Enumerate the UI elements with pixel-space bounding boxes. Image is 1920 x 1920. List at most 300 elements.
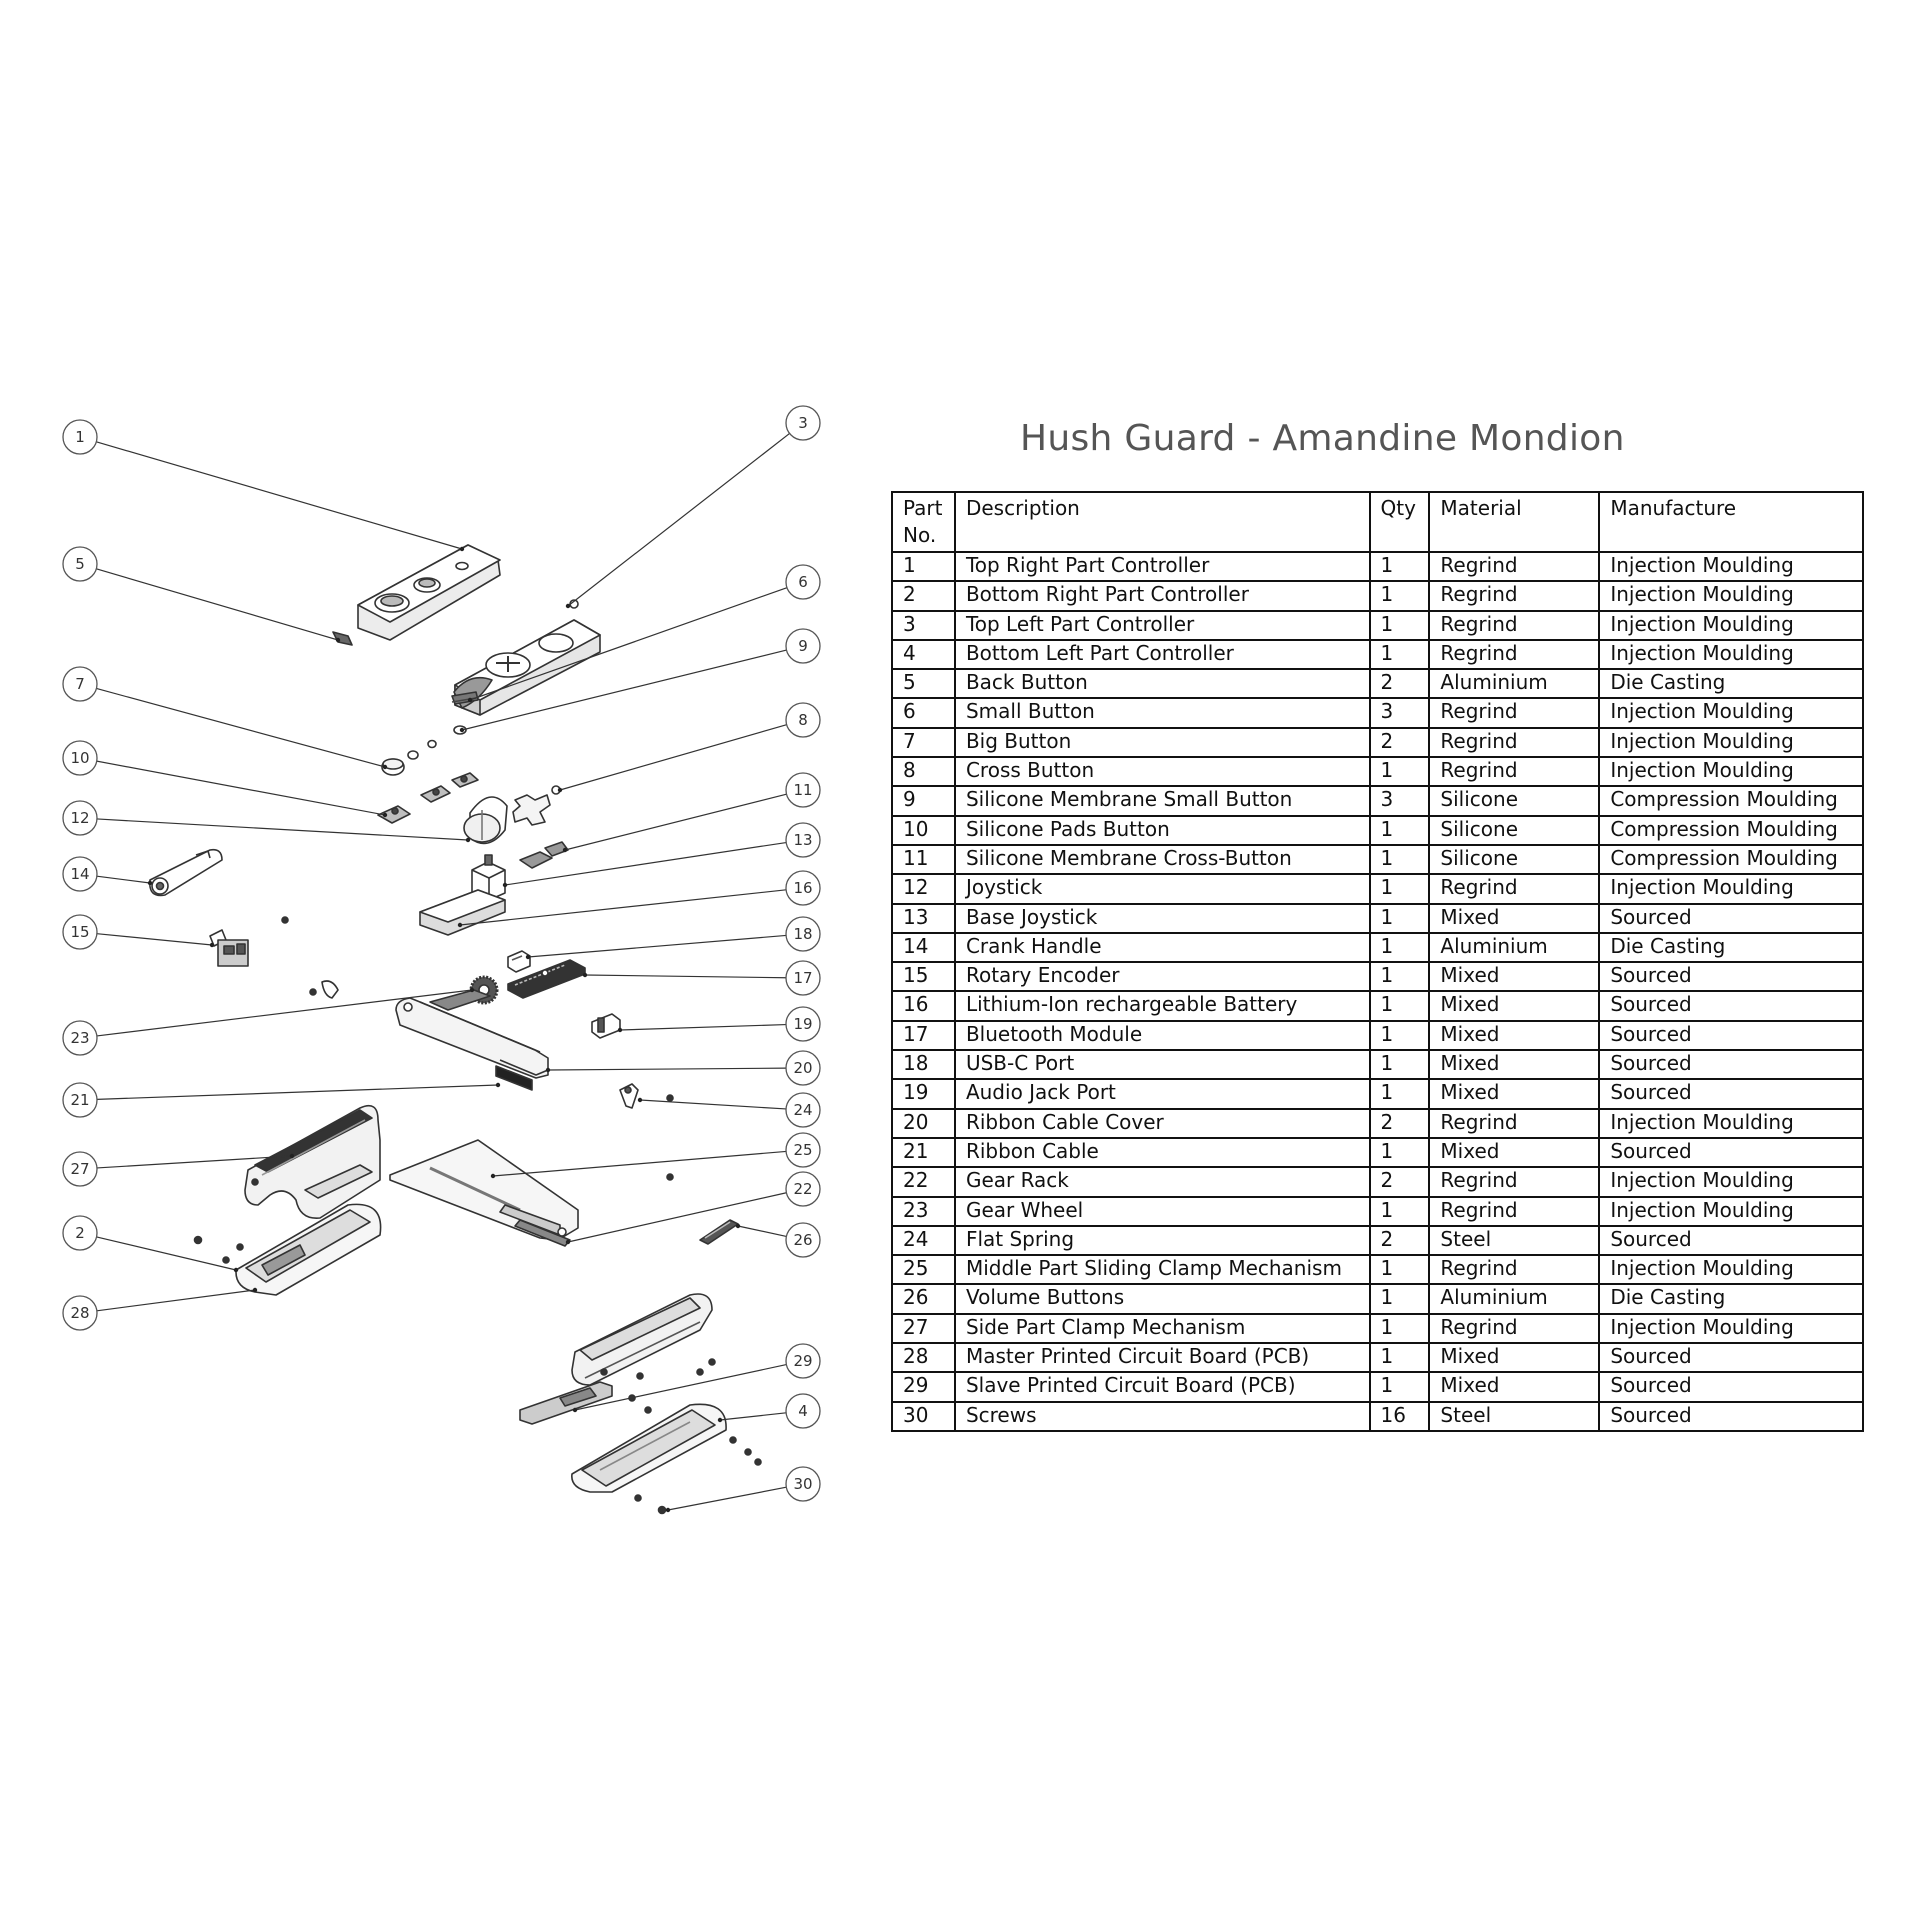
- cell-description: Lithium-Ion rechargeable Battery: [955, 991, 1370, 1020]
- cell-manufacture: Sourced: [1599, 1226, 1863, 1255]
- callout-19: [786, 1007, 820, 1041]
- callout-label: 4: [798, 1402, 808, 1420]
- callout-7: [63, 667, 97, 701]
- cell-material: Regrind: [1429, 757, 1599, 786]
- leader-arrow-2: [234, 1268, 238, 1272]
- cell-material: Regrind: [1429, 611, 1599, 640]
- callout-label: 7: [75, 675, 85, 693]
- table-row: [892, 698, 1863, 727]
- part-crank-handle: [150, 850, 222, 896]
- header-description: Description: [955, 492, 1370, 552]
- callout-9: [786, 629, 820, 663]
- cell-part-no: 3: [892, 611, 955, 640]
- cell-material: Regrind: [1429, 1167, 1599, 1196]
- leader-arrow-8: [558, 788, 562, 792]
- cell-material: Regrind: [1429, 698, 1599, 727]
- cell-material: Regrind: [1429, 1109, 1599, 1138]
- callout-label: 27: [70, 1160, 90, 1178]
- leader-arrow-28: [253, 1288, 257, 1292]
- callout-label: 18: [793, 925, 813, 943]
- leader-line-17: [585, 975, 786, 978]
- cell-material: Steel: [1429, 1226, 1599, 1255]
- callout-30: [786, 1467, 820, 1501]
- cell-manufacture: Sourced: [1599, 1138, 1863, 1167]
- table-row: [892, 611, 1863, 640]
- callout-label: 25: [793, 1141, 813, 1159]
- cell-description: Master Printed Circuit Board (PCB): [955, 1343, 1370, 1372]
- cell-manufacture: Sourced: [1599, 991, 1863, 1020]
- cell-part-no: 26: [892, 1284, 955, 1313]
- callout-label: 10: [70, 749, 90, 767]
- leader-line-14: [97, 876, 150, 883]
- cell-part-no: 23: [892, 1197, 955, 1226]
- callout-11: [786, 773, 820, 807]
- cell-material: Aluminium: [1429, 933, 1599, 962]
- cell-qty: 1: [1370, 1021, 1430, 1050]
- cell-material: Silicone: [1429, 845, 1599, 874]
- cell-manufacture: Sourced: [1599, 904, 1863, 933]
- leader-line-26: [738, 1226, 786, 1236]
- leader-arrow-9: [460, 728, 464, 732]
- cell-manufacture: Injection Moulding: [1599, 1109, 1863, 1138]
- cell-qty: 1: [1370, 757, 1430, 786]
- cell-material: Silicone: [1429, 786, 1599, 815]
- cell-description: Bottom Right Part Controller: [955, 581, 1370, 610]
- callout-15: [63, 915, 97, 949]
- cell-material: Regrind: [1429, 874, 1599, 903]
- callout-label: 28: [70, 1304, 90, 1322]
- cell-part-no: 6: [892, 698, 955, 727]
- cell-manufacture: Injection Moulding: [1599, 1255, 1863, 1284]
- cell-description: USB-C Port: [955, 1050, 1370, 1079]
- callout-label: 17: [793, 969, 813, 987]
- cell-manufacture: Die Casting: [1599, 1284, 1863, 1313]
- leader-line-16: [460, 890, 786, 925]
- leader-line-4: [720, 1413, 786, 1420]
- callout-label: 23: [70, 1029, 90, 1047]
- callout-label: 2: [75, 1224, 85, 1242]
- cell-manufacture: Compression Moulding: [1599, 845, 1863, 874]
- leader-line-12: [97, 819, 468, 840]
- cell-description: Bluetooth Module: [955, 1021, 1370, 1050]
- cell-description: Silicone Membrane Cross-Button: [955, 845, 1370, 874]
- leader-line-5: [96, 569, 338, 640]
- cell-material: Regrind: [1429, 728, 1599, 757]
- callout-label: 30: [793, 1475, 813, 1493]
- cell-qty: 1: [1370, 1372, 1430, 1401]
- callout-label: 16: [793, 879, 813, 897]
- cell-material: Mixed: [1429, 991, 1599, 1020]
- cell-material: Silicone: [1429, 816, 1599, 845]
- table-row: [892, 904, 1863, 933]
- header-material: Material: [1429, 492, 1599, 552]
- table-row: [892, 1167, 1863, 1196]
- callout-22: [786, 1172, 820, 1206]
- callout-label: 5: [75, 555, 85, 573]
- leader-arrow-30: [666, 1508, 670, 1512]
- part-rotary-encoder: [210, 917, 288, 966]
- callout-28: [63, 1296, 97, 1330]
- leader-arrow-1: [460, 547, 464, 551]
- cell-manufacture: Die Casting: [1599, 933, 1863, 962]
- cell-qty: 1: [1370, 640, 1430, 669]
- cell-part-no: 28: [892, 1343, 955, 1372]
- cell-manufacture: Injection Moulding: [1599, 611, 1863, 640]
- cell-manufacture: Sourced: [1599, 1402, 1863, 1431]
- leader-line-11: [565, 794, 787, 850]
- cell-qty: 1: [1370, 1138, 1430, 1167]
- leader-line-28: [97, 1290, 255, 1311]
- leader-line-8: [560, 725, 787, 790]
- cell-material: Aluminium: [1429, 669, 1599, 698]
- cell-part-no: 24: [892, 1226, 955, 1255]
- cell-qty: 3: [1370, 698, 1430, 727]
- cell-part-no: 9: [892, 786, 955, 815]
- cell-description: Base Joystick: [955, 904, 1370, 933]
- leader-line-25: [493, 1151, 786, 1176]
- callout-18: [786, 917, 820, 951]
- callout-label: 26: [793, 1231, 813, 1249]
- leader-arrow-3: [566, 604, 570, 608]
- cell-qty: 1: [1370, 1255, 1430, 1284]
- cell-part-no: 19: [892, 1079, 955, 1108]
- leader-line-3: [568, 433, 790, 606]
- leader-arrow-16: [458, 923, 462, 927]
- leader-arrow-12: [466, 838, 470, 842]
- cell-qty: 1: [1370, 1197, 1430, 1226]
- callout-20: [786, 1051, 820, 1085]
- cell-manufacture: Sourced: [1599, 1343, 1863, 1372]
- callout-1: [63, 420, 97, 454]
- page-title: Hush Guard - Amandine Mondion: [1020, 418, 1625, 459]
- table-row: [892, 1284, 1863, 1313]
- leader-arrow-23: [470, 988, 474, 992]
- cell-manufacture: Injection Moulding: [1599, 581, 1863, 610]
- cell-part-no: 5: [892, 669, 955, 698]
- part-volume-buttons: [700, 1220, 738, 1244]
- header-part-no: Part No.: [892, 492, 955, 552]
- cell-description: Silicone Pads Button: [955, 816, 1370, 845]
- part-bottom-left-controller: [572, 1404, 761, 1492]
- part-silicone-pads: [378, 773, 478, 823]
- table-row: [892, 1343, 1863, 1372]
- callout-label: 13: [793, 831, 813, 849]
- cell-qty: 1: [1370, 1050, 1430, 1079]
- cell-manufacture: Sourced: [1599, 1372, 1863, 1401]
- table-row: [892, 1109, 1863, 1138]
- table-row: [892, 1050, 1863, 1079]
- leader-arrow-24: [638, 1098, 642, 1102]
- leader-arrow-14: [148, 881, 152, 885]
- part-silicone-membrane-cross: [520, 842, 568, 868]
- cell-material: Mixed: [1429, 1021, 1599, 1050]
- table-row: [892, 1255, 1863, 1284]
- callout-16: [786, 871, 820, 905]
- cell-qty: 2: [1370, 728, 1430, 757]
- cell-material: Mixed: [1429, 1343, 1599, 1372]
- cell-part-no: 12: [892, 874, 955, 903]
- callout-label: 8: [798, 711, 808, 729]
- callout-8: [786, 703, 820, 737]
- cell-part-no: 1: [892, 552, 955, 581]
- cell-qty: 1: [1370, 904, 1430, 933]
- part-big-button: [382, 741, 436, 776]
- table-row: [892, 962, 1863, 991]
- cell-description: Cross Button: [955, 757, 1370, 786]
- table-row: [892, 552, 1863, 581]
- callout-6: [786, 565, 820, 599]
- cell-qty: 1: [1370, 845, 1430, 874]
- cell-part-no: 30: [892, 1402, 955, 1431]
- table-header-row: [892, 492, 1863, 552]
- table-row: [892, 1197, 1863, 1226]
- cell-qty: 1: [1370, 581, 1430, 610]
- cell-part-no: 10: [892, 816, 955, 845]
- callout-label: 9: [798, 637, 808, 655]
- callout-14: [63, 857, 97, 891]
- cell-qty: 1: [1370, 816, 1430, 845]
- cell-description: Top Right Part Controller: [955, 552, 1370, 581]
- cell-manufacture: Injection Moulding: [1599, 1197, 1863, 1226]
- cell-description: Audio Jack Port: [955, 1079, 1370, 1108]
- leader-arrow-29: [573, 1408, 577, 1412]
- callout-label: 6: [798, 573, 808, 591]
- cell-description: Ribbon Cable Cover: [955, 1109, 1370, 1138]
- header-qty: Qty: [1370, 492, 1430, 552]
- cell-material: Mixed: [1429, 962, 1599, 991]
- callout-label: 15: [70, 923, 90, 941]
- table-row: [892, 786, 1863, 815]
- part-battery: [420, 890, 505, 935]
- cell-qty: 1: [1370, 552, 1430, 581]
- callout-label: 22: [793, 1180, 813, 1198]
- table-row: [892, 757, 1863, 786]
- leader-arrow-10: [383, 813, 387, 817]
- callout-label: 11: [793, 781, 813, 799]
- cell-description: Big Button: [955, 728, 1370, 757]
- table-row: [892, 874, 1863, 903]
- cell-qty: 1: [1370, 991, 1430, 1020]
- leader-arrow-17: [583, 973, 587, 977]
- part-side-clamp-left: [572, 1294, 712, 1385]
- cell-part-no: 14: [892, 933, 955, 962]
- leader-line-10: [97, 761, 385, 815]
- cell-description: Slave Printed Circuit Board (PCB): [955, 1372, 1370, 1401]
- leader-line-15: [97, 934, 212, 945]
- part-top-right-controller: [358, 545, 500, 640]
- cell-manufacture: Sourced: [1599, 1021, 1863, 1050]
- cell-description: Rotary Encoder: [955, 962, 1370, 991]
- leader-line-22: [568, 1193, 786, 1242]
- leader-arrow-25: [491, 1174, 495, 1178]
- callout-25: [786, 1133, 820, 1167]
- leader-arrow-7: [383, 765, 387, 769]
- part-audio-jack-port: [592, 1014, 620, 1038]
- callout-label: 19: [793, 1015, 813, 1033]
- cell-manufacture: Sourced: [1599, 962, 1863, 991]
- leader-arrow-15: [210, 943, 214, 947]
- callout-27: [63, 1152, 97, 1186]
- cell-part-no: 22: [892, 1167, 955, 1196]
- part-usb-c-port: [508, 951, 530, 972]
- callout-2: [63, 1216, 97, 1250]
- part-screws: [635, 1495, 666, 1514]
- cell-material: Regrind: [1429, 1197, 1599, 1226]
- cell-part-no: 17: [892, 1021, 955, 1050]
- callout-4: [786, 1394, 820, 1428]
- cell-description: Small Button: [955, 698, 1370, 727]
- table-row: [892, 1314, 1863, 1343]
- cell-material: Regrind: [1429, 1255, 1599, 1284]
- leader-arrow-22: [566, 1240, 570, 1244]
- cell-part-no: 2: [892, 581, 955, 610]
- part-back-button: [333, 632, 352, 645]
- leader-line-7: [96, 688, 385, 767]
- leader-line-24: [640, 1100, 786, 1109]
- cell-manufacture: Injection Moulding: [1599, 1314, 1863, 1343]
- cell-qty: 2: [1370, 669, 1430, 698]
- table-row: [892, 1021, 1863, 1050]
- cell-part-no: 7: [892, 728, 955, 757]
- cell-manufacture: Injection Moulding: [1599, 757, 1863, 786]
- cell-material: Regrind: [1429, 1314, 1599, 1343]
- cell-part-no: 25: [892, 1255, 955, 1284]
- leader-arrow-4: [718, 1418, 722, 1422]
- cell-manufacture: Sourced: [1599, 1079, 1863, 1108]
- cell-part-no: 4: [892, 640, 955, 669]
- cell-manufacture: Injection Moulding: [1599, 874, 1863, 903]
- cell-material: Mixed: [1429, 1079, 1599, 1108]
- cell-part-no: 16: [892, 991, 955, 1020]
- cell-qty: 1: [1370, 1079, 1430, 1108]
- cell-qty: 2: [1370, 1226, 1430, 1255]
- callout-21: [63, 1083, 97, 1117]
- bill-of-materials-table: [891, 491, 1864, 1432]
- callout-23: [63, 1021, 97, 1055]
- part-ribbon-cable-cover: [396, 990, 548, 1090]
- leader-line-1: [96, 442, 462, 549]
- table-row: [892, 581, 1863, 610]
- cell-manufacture: Injection Moulding: [1599, 698, 1863, 727]
- leader-line-19: [620, 1025, 786, 1030]
- cell-part-no: 15: [892, 962, 955, 991]
- cell-part-no: 13: [892, 904, 955, 933]
- table-row: [892, 640, 1863, 669]
- callout-label: 3: [798, 414, 808, 432]
- table-row: [892, 1079, 1863, 1108]
- callout-label: 12: [70, 809, 90, 827]
- callout-13: [786, 823, 820, 857]
- callout-label: 29: [793, 1352, 813, 1370]
- callout-5: [63, 547, 97, 581]
- leader-arrow-13: [503, 883, 507, 887]
- header-manufacture: Manufacture: [1599, 492, 1863, 552]
- cell-qty: 1: [1370, 1314, 1430, 1343]
- cell-qty: 2: [1370, 1167, 1430, 1196]
- cell-description: Gear Rack: [955, 1167, 1370, 1196]
- leader-line-18: [528, 935, 786, 957]
- cell-description: Crank Handle: [955, 933, 1370, 962]
- callout-29: [786, 1344, 820, 1378]
- cell-part-no: 21: [892, 1138, 955, 1167]
- cell-material: Regrind: [1429, 640, 1599, 669]
- cell-part-no: 11: [892, 845, 955, 874]
- table-row: [892, 991, 1863, 1020]
- cell-description: Ribbon Cable: [955, 1138, 1370, 1167]
- cell-manufacture: Injection Moulding: [1599, 1167, 1863, 1196]
- leader-arrow-20: [546, 1068, 550, 1072]
- cell-qty: 16: [1370, 1402, 1430, 1431]
- callout-label: 24: [793, 1101, 813, 1119]
- cell-manufacture: Injection Moulding: [1599, 728, 1863, 757]
- table-row: [892, 845, 1863, 874]
- cell-qty: 1: [1370, 611, 1430, 640]
- cell-description: Top Left Part Controller: [955, 611, 1370, 640]
- leader-arrow-21: [496, 1083, 500, 1087]
- table-row: [892, 669, 1863, 698]
- callout-label: 14: [70, 865, 90, 883]
- leader-line-21: [97, 1085, 498, 1099]
- cell-part-no: 18: [892, 1050, 955, 1079]
- cell-material: Steel: [1429, 1402, 1599, 1431]
- leader-line-6: [470, 588, 787, 700]
- cell-description: Bottom Left Part Controller: [955, 640, 1370, 669]
- callout-label: 21: [70, 1091, 90, 1109]
- cell-description: Side Part Clamp Mechanism: [955, 1314, 1370, 1343]
- table-row: [892, 1402, 1863, 1431]
- cell-qty: 3: [1370, 786, 1430, 815]
- cell-material: Regrind: [1429, 581, 1599, 610]
- cell-qty: 2: [1370, 1109, 1430, 1138]
- leader-line-20: [548, 1068, 786, 1070]
- callout-label: 1: [75, 428, 85, 446]
- leader-arrow-19: [618, 1028, 622, 1032]
- leader-arrow-6: [468, 698, 472, 702]
- cell-description: Flat Spring: [955, 1226, 1370, 1255]
- cell-manufacture: Die Casting: [1599, 669, 1863, 698]
- cell-material: Mixed: [1429, 904, 1599, 933]
- exploded-parts: [150, 545, 761, 1514]
- cell-manufacture: Compression Moulding: [1599, 786, 1863, 815]
- part-joystick: [464, 797, 507, 843]
- cell-manufacture: Injection Moulding: [1599, 552, 1863, 581]
- cell-description: Joystick: [955, 874, 1370, 903]
- table-row: [892, 816, 1863, 845]
- cell-manufacture: Compression Moulding: [1599, 816, 1863, 845]
- cell-qty: 1: [1370, 1343, 1430, 1372]
- table-row: [892, 1372, 1863, 1401]
- callout-3: [786, 406, 820, 440]
- part-cross-button: [513, 786, 560, 825]
- callout-17: [786, 961, 820, 995]
- table-row: [892, 1138, 1863, 1167]
- leader-arrow-27: [290, 1154, 294, 1158]
- cell-description: Screws: [955, 1402, 1370, 1431]
- cell-material: Regrind: [1429, 552, 1599, 581]
- cell-material: Aluminium: [1429, 1284, 1599, 1313]
- cell-part-no: 20: [892, 1109, 955, 1138]
- callout-26: [786, 1223, 820, 1257]
- callout-label: 20: [793, 1059, 813, 1077]
- cell-qty: 1: [1370, 874, 1430, 903]
- callout-24: [786, 1093, 820, 1127]
- table-row: [892, 933, 1863, 962]
- cell-description: Volume Buttons: [955, 1284, 1370, 1313]
- leader-arrow-11: [563, 848, 567, 852]
- cell-description: Middle Part Sliding Clamp Mechanism: [955, 1255, 1370, 1284]
- cell-part-no: 27: [892, 1314, 955, 1343]
- leader-arrow-5: [336, 638, 340, 642]
